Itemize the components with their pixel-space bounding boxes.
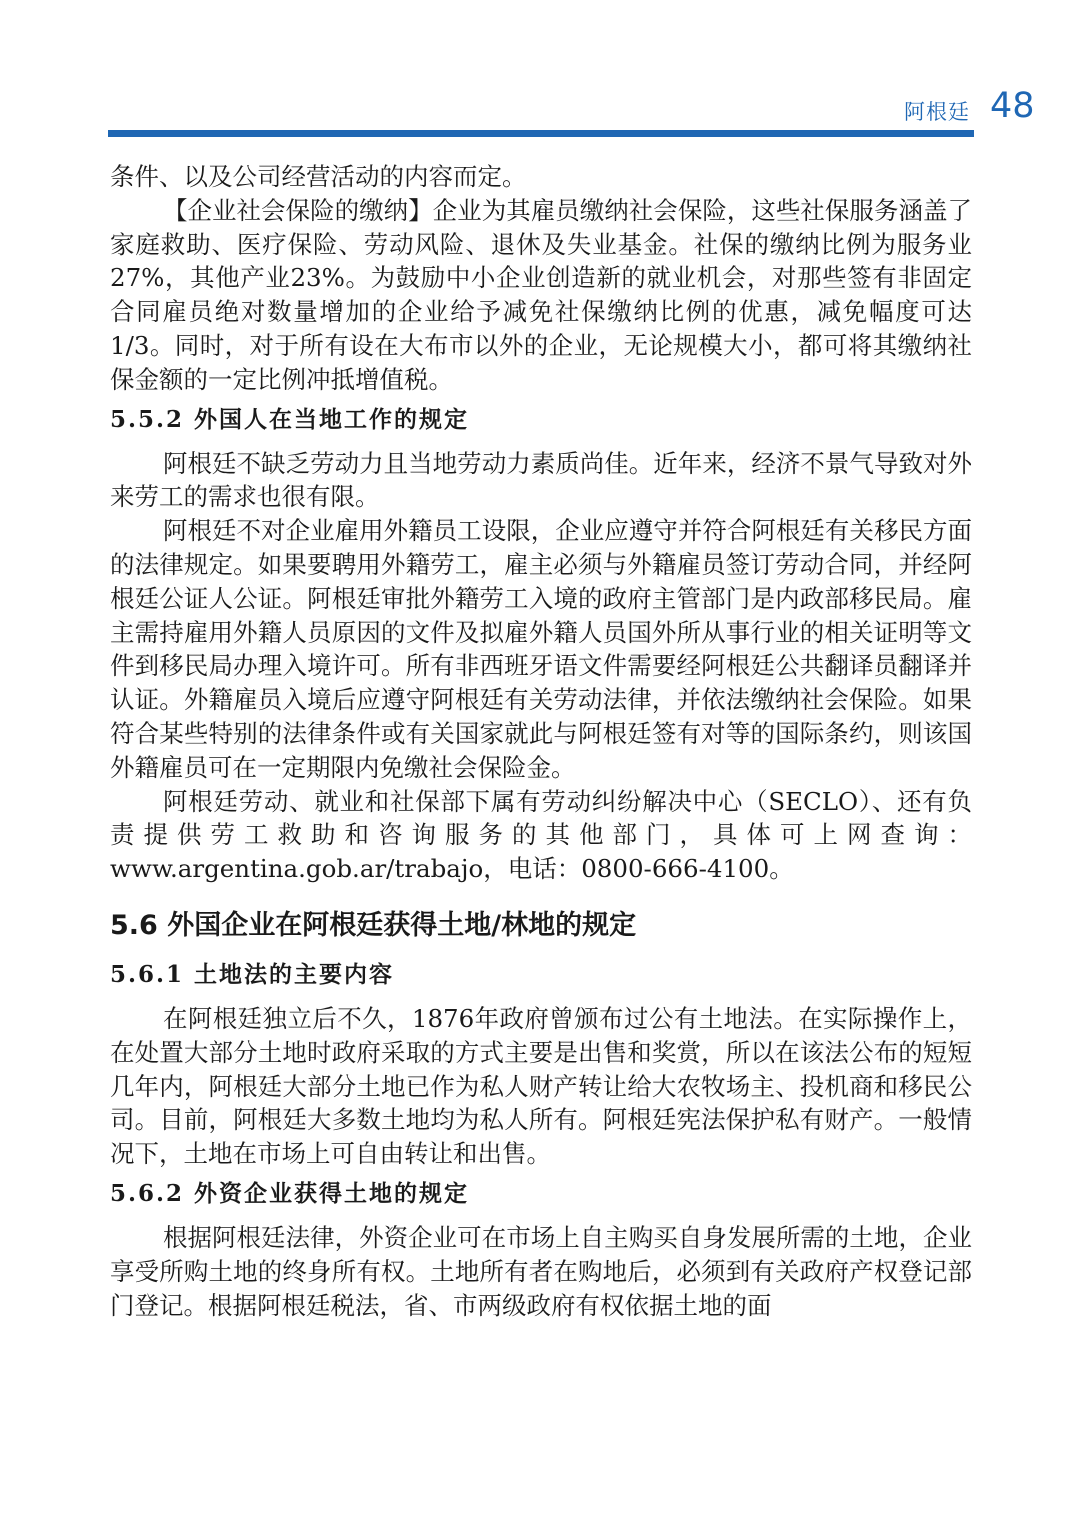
heading-5-6-1: 5.6.1 土地法的主要内容	[110, 960, 395, 988]
paragraph-land-law: 在阿根廷独立后不久，1876年政府曾颁布过公有土地法。在实际操作上，在处置大部分土地时政府采取的方式主要是出售和奖赏，所以在该法公布的短短几年内，阿根廷大部分土地已作为私人财产转让给大农牧场主、投机商和移民公司。目前，阿根廷大多数土地均为私人所有。阿根廷宪法保护私有财产。一般情况下，土地在市场上可自由转让和出售。	[110, 1003, 972, 1169]
heading-5-6: 5.6 外国企业在阿根廷获得土地/林地的规定	[110, 909, 637, 941]
paragraph-labor-supply: 阿根廷不缺乏劳动力且当地劳动力素质尚佳。近年来，经济不景气导致对外来劳工的需求也很有限。	[110, 448, 972, 512]
page-number: 48	[990, 86, 1035, 126]
paragraph-social-insurance: 【企业社会保险的缴纳】企业为其雇员缴纳社会保险，这些社保服务涵盖了家庭救助、医疗保险、劳动风险、退休及失业基金。社保的缴纳比例为服务业27%，其他产业23%。为鼓励中小企业创造新的就业机会，对那些签有非固定合同雇员绝对数量增加的企业给予减免社保缴纳比例的优惠，减免幅度可达1/3。同时，对于所有设在大布市以外的企业，无论规模大小，都可将其缴纳社保金额的一定比例冲抵增值税。	[110, 195, 972, 394]
header-country-name: 阿根廷	[904, 100, 970, 124]
paragraph-foreign-employees: 阿根廷不对企业雇用外籍员工设限，企业应遵守并符合阿根廷有关移民方面的法律规定。如果要聘用外籍劳工，雇主必须与外籍雇员签订劳动合同，并经阿根廷公证人公证。阿根廷审批外籍劳工入境的政府主管部门是内政部移民局。雇主需持雇用外籍人员原因的文件及拟雇外籍人员国外所从事行业的相关证明等文件到移民局办理入境许可。所有非西班牙语文件需要经阿根廷公共翻译员翻译并认证。外籍雇员入境后应遵守阿根廷有关劳动法律，并依法缴纳社会保险。如果符合某些特别的法律条件或有关国家就此与阿根廷签有对等的国际条约，则该国外籍雇员可在一定期限内免缴社会保险金。	[110, 516, 972, 782]
paragraph-continued: 条件、以及公司经营活动的内容而定。	[110, 162, 527, 191]
heading-5-5-2: 5.5.2 外国人在当地工作的规定	[110, 405, 470, 433]
heading-5-6-2: 5.6.2 外资企业获得土地的规定	[110, 1179, 470, 1207]
paragraph-foreign-land: 根据阿根廷法律，外资企业可在市场上自主购买自身发展所需的土地，企业享受所购土地的终身所有权。土地所有者在购地后，必须到有关政府产权登记部门登记。根据阿根廷税法，省、市两级政府有权依据土地的面	[110, 1222, 972, 1320]
page-body	[110, 160, 972, 1322]
header-rule	[108, 130, 974, 137]
paragraph-labor-ministry: 阿根廷劳动、就业和社保部下属有劳动纠纷解决中心（SECLO）、还有负责提供劳工救助和咨询服务的其他部门，具体可上网查询：www.argentina.gob.ar/trabajo，电话：0800-666-4100。	[110, 786, 972, 884]
